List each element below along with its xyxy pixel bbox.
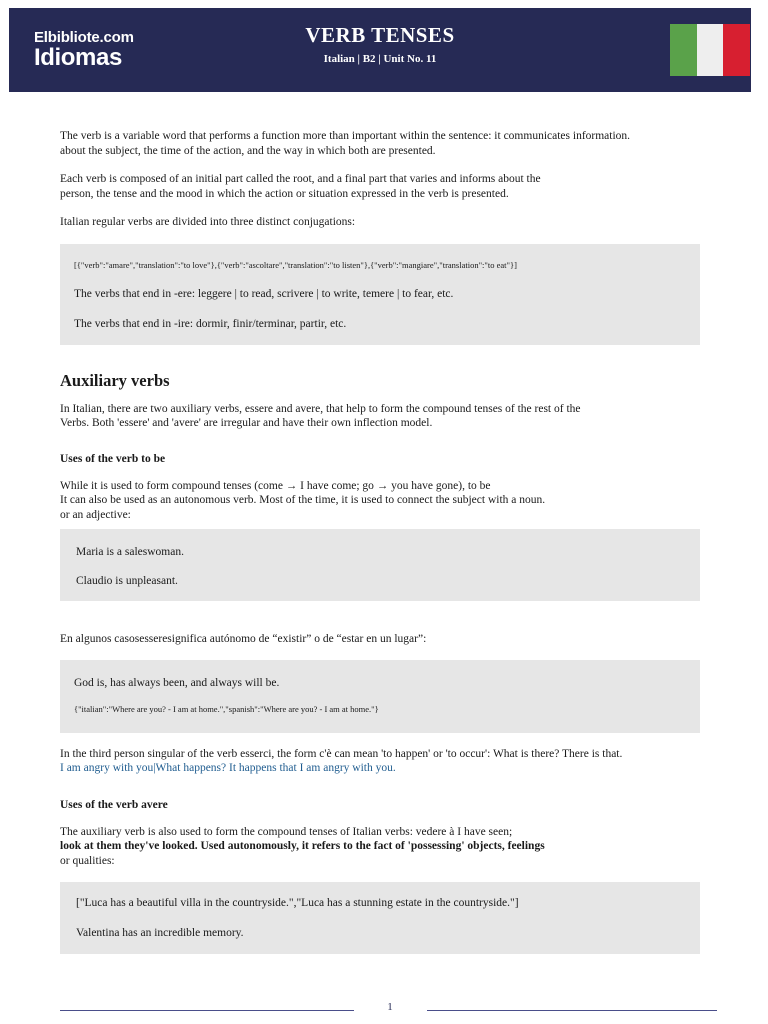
example-valentina: Valentina has an incredible memory. — [76, 927, 244, 939]
example-luca: ["Luca has a beautiful villa in the countryside.","Luca has a stunning estate in the countryside."] — [76, 897, 519, 909]
example-claudio: Claudio is unpleasant. — [76, 575, 178, 587]
third-person-paragraph: In the third person singular of the verb esserci, the form c'è can mean 'to happen' or 'to occur': What is there? There is that. I am angry with you|What happens? It happens that I am angry with you. — [60, 747, 700, 776]
auxiliary-paragraph: In Italian, there are two auxiliary verbs, essere and avere, that help to form the compound tenses of the rest of the Verbs. Both 'essere' and 'avere' are irregular and have their own inflection model. — [60, 402, 581, 429]
page-subtitle: Italian | B2 | Unit No. 11 — [323, 53, 437, 65]
exist-paragraph: En algunos casosesseresignifica autónomo de “existir” o de “estar en un lugar”: — [60, 633, 427, 645]
italian-flag-icon — [670, 24, 750, 76]
flag-stripe-green — [670, 24, 697, 76]
angry-example: I am angry with you|What happens? It happens that I am angry with you. — [60, 762, 396, 774]
conjugation-1-json: [{"verb":"amare","translation":"to love"},{"verb":"ascoltare","translation":"to listen"},{"verb":"mangiare","translation":"to eat"}] — [74, 259, 517, 270]
flag-stripe-red — [723, 24, 750, 76]
conjugation-2: The verbs that end in -ere: leggere | to read, scrivere | to write, temere | to fear, etc. — [74, 287, 454, 300]
logo-brand-name: Idiomas — [34, 44, 122, 71]
example-god: God is, has always been, and always will be. — [74, 676, 280, 689]
page-title: VERB TENSES — [305, 23, 455, 47]
example-maria: Maria is a saleswoman. — [76, 546, 184, 558]
flag-stripe-white — [697, 24, 724, 76]
to-be-examples-box — [60, 529, 700, 601]
subheading-to-be: Uses of the verb to be — [60, 452, 166, 465]
conjugation-3: The verbs that end in -ire: dormir, finir/terminar, partir, etc. — [74, 317, 347, 330]
section-heading-auxiliary: Auxiliary verbs — [60, 370, 170, 390]
avere-paragraph: The auxiliary verb is also used to form the compound tenses of Italian verbs: vedere à I have seen; look at them they've looked. Used autonomously, it refers to the fact of 'possessing' objects, feelings or qualities: — [60, 825, 545, 867]
conjugations-box — [60, 244, 700, 345]
intro-paragraph-3: Italian regular verbs are divided into three distinct conjugations: — [60, 216, 356, 228]
logo-site-name: Elbibliote.com — [34, 29, 134, 46]
exist-examples-box — [60, 660, 700, 733]
page-header — [9, 8, 751, 92]
example-home-json: {"italian":"Where are you? - I am at home.","spanish":"Where are you? - I am at home."} — [74, 703, 379, 714]
to-be-paragraph: While it is used to form compound tenses (come → I have come; go → you have gone), to be It can also be used as an autonomous verb. Most of the time, it is used to connect the subject with a noun. or an adjective: — [60, 479, 546, 521]
intro-paragraph-1: The verb is a variable word that performs a function more than important within the sentence: it communicates information. about the subject, the time of the action, and the way in which both are presented. — [60, 130, 631, 157]
intro-paragraph-2: Each verb is composed of an initial part called the root, and a final part that varies and informs about the person, the tense and the mood in which the action or situation expressed in the verb is presented. — [60, 173, 541, 200]
subheading-avere: Uses of the verb avere — [60, 798, 168, 811]
document-body — [60, 129, 700, 954]
avere-examples-box — [60, 882, 700, 954]
footer-rule-left — [60, 1010, 354, 1011]
page-number: 1 — [387, 1001, 393, 1013]
footer-rule-right — [427, 1010, 717, 1011]
